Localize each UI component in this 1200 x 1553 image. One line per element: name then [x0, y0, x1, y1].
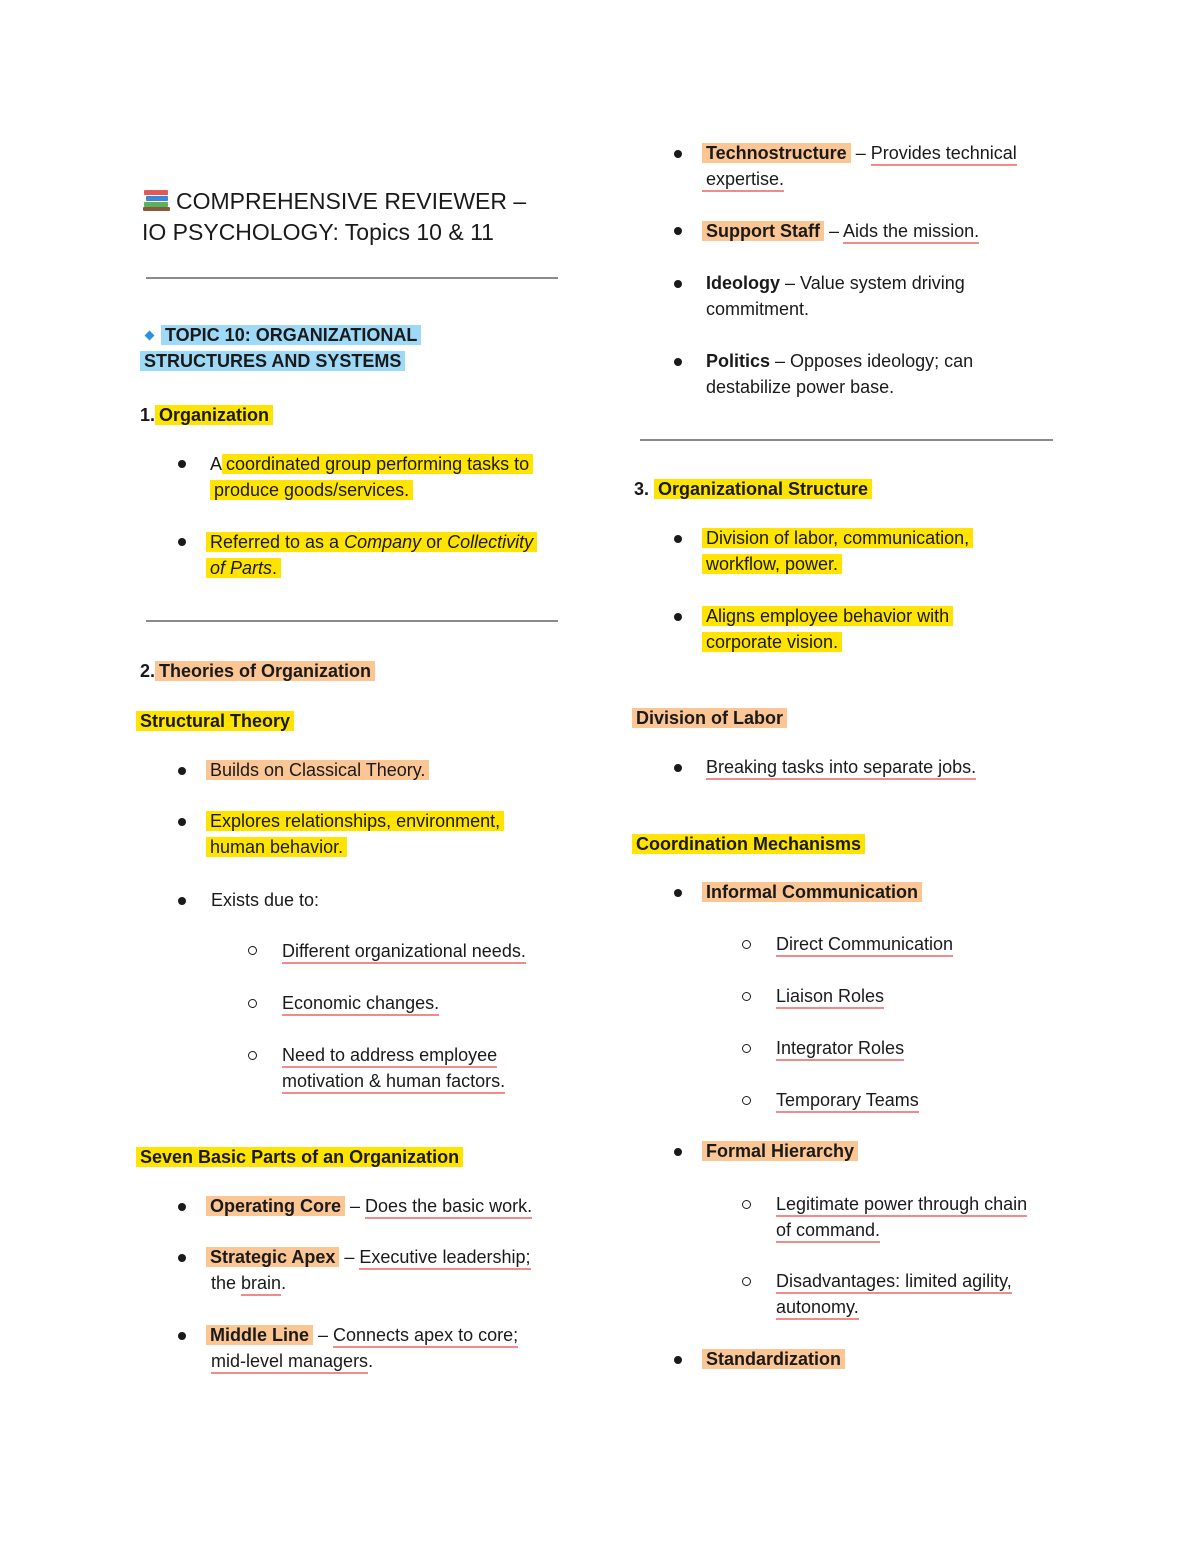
underlined-text: Need to address employee: [282, 1045, 497, 1068]
term: Support Staff: [702, 221, 824, 241]
text: of Parts: [210, 558, 273, 578]
circle-bullet-icon: [742, 940, 751, 949]
list-item: [206, 808, 586, 860]
underlined-text: Legitimate power through chain: [776, 1194, 1027, 1217]
text: commitment.: [706, 299, 810, 319]
diamond-icon: [145, 331, 155, 341]
term: Politics: [706, 351, 771, 371]
bullet-icon: [674, 227, 682, 235]
text: or: [421, 532, 448, 552]
bullet-icon: [178, 1332, 186, 1340]
bullet-icon: [674, 1356, 682, 1364]
list-item: [776, 1035, 904, 1061]
circle-bullet-icon: [248, 999, 257, 1008]
divider: [146, 620, 558, 622]
list-item: [702, 603, 1082, 655]
list-item: [211, 887, 319, 913]
highlight-text: corporate vision.: [702, 632, 842, 652]
list-item: [702, 525, 1082, 577]
bullet-icon: [674, 280, 682, 288]
subheading: [632, 831, 865, 857]
term: Technostructure: [702, 143, 851, 163]
list-item: [206, 1322, 586, 1374]
text: .: [281, 1273, 287, 1293]
list-item: [206, 757, 429, 783]
highlight-text: Division of labor, communication,: [702, 528, 973, 548]
underlined-text: Liaison Roles: [776, 986, 884, 1009]
section-1-heading: [140, 402, 273, 428]
bullet-icon: [674, 358, 682, 366]
list-item: [776, 1087, 919, 1113]
list-item: [206, 529, 586, 581]
subheading: [632, 705, 787, 731]
term: Standardization: [702, 1349, 845, 1369]
text: A: [210, 454, 223, 474]
list-item: [776, 983, 884, 1009]
circle-bullet-icon: [742, 1277, 751, 1286]
list-item: [702, 1346, 845, 1372]
topic-10-line-2: STRUCTURES AND SYSTEMS: [140, 351, 405, 371]
text: Exists due to:: [211, 890, 320, 910]
text: –: [824, 221, 844, 241]
list-item: [776, 1268, 1076, 1320]
text: –: [313, 1325, 334, 1345]
division-of-labor-heading: Division of Labor: [632, 708, 787, 728]
list-item: [282, 1042, 582, 1094]
list-item: [776, 1191, 1076, 1243]
highlight-text: human behavior.: [206, 837, 347, 857]
underlined-text: Direct Communication: [776, 934, 953, 957]
underlined-text: Economic changes.: [282, 993, 439, 1016]
seven-parts-heading: Seven Basic Parts of an Organization: [136, 1147, 463, 1167]
text: .: [368, 1351, 374, 1371]
topic-10-heading: [140, 322, 421, 374]
underlined-text: Executive leadership;: [359, 1247, 530, 1270]
underlined-text: Does the basic work.: [365, 1196, 532, 1219]
list-item: [206, 1244, 586, 1296]
highlight-text: coordinated group performing tasks to: [222, 454, 533, 474]
circle-bullet-icon: [742, 1200, 751, 1209]
list-item: [702, 1138, 858, 1164]
text: .: [272, 558, 278, 578]
bullet-icon: [674, 150, 682, 158]
bullet-icon: [674, 613, 682, 621]
divider: [146, 277, 558, 279]
coordination-heading: Coordination Mechanisms: [632, 834, 865, 854]
highlight-text: Builds on Classical Theory.: [206, 760, 429, 780]
text: –: [345, 1196, 366, 1216]
text: the: [211, 1273, 242, 1293]
structural-theory-heading: Structural Theory: [136, 711, 294, 731]
text: – Value system driving: [780, 273, 965, 293]
section-number: 2.: [140, 661, 156, 681]
title-line-2: IO PSYCHOLOGY: Topics 10 & 11: [142, 219, 494, 245]
underlined-text: Aids the mission.: [843, 221, 979, 244]
circle-bullet-icon: [248, 1051, 257, 1060]
list-item: [776, 931, 953, 957]
text: –: [850, 143, 871, 163]
text: Collectivity: [447, 532, 534, 552]
list-item: [702, 140, 1082, 192]
bullet-icon: [674, 535, 682, 543]
title-line-1: COMPREHENSIVE REVIEWER –: [176, 188, 527, 214]
text: Company: [344, 532, 422, 552]
underlined-text: Temporary Teams: [776, 1090, 919, 1113]
list-item: [282, 938, 526, 964]
list-item: [702, 879, 922, 905]
section-number: 1.: [140, 405, 156, 425]
text: destabilize power base.: [706, 377, 895, 397]
subheading: [136, 708, 294, 734]
list-item: [206, 1193, 532, 1219]
circle-bullet-icon: [742, 992, 751, 1001]
highlight-text: workflow, power.: [702, 554, 842, 574]
bullet-icon: [674, 1148, 682, 1156]
term: Middle Line: [206, 1325, 313, 1345]
bullet-icon: [178, 1254, 186, 1262]
underlined-text: Integrator Roles: [776, 1038, 904, 1061]
underlined-text: Provides technical: [871, 143, 1017, 166]
text: Referred to as a: [210, 532, 345, 552]
list-item: [706, 270, 1066, 322]
section-title: Theories of Organization: [155, 661, 375, 681]
bullet-icon: [178, 1203, 186, 1211]
circle-bullet-icon: [742, 1044, 751, 1053]
list-item: [706, 348, 1066, 400]
section-2-heading: [140, 658, 375, 684]
section-title: Organizational Structure: [654, 479, 872, 499]
bullet-icon: [178, 460, 186, 468]
term: Ideology: [706, 273, 781, 293]
underlined-text: Connects apex to core;: [333, 1325, 518, 1348]
underlined-text: Disadvantages: limited agility,: [776, 1271, 1012, 1294]
divider: [640, 439, 1053, 441]
subheading: [136, 1144, 463, 1170]
term: Operating Core: [206, 1196, 345, 1216]
list-item: [282, 990, 439, 1016]
highlight-text: Aligns employee behavior with: [702, 606, 953, 626]
underlined-text: autonomy.: [776, 1297, 859, 1320]
section-title: Organization: [155, 405, 273, 425]
underlined-text: expertise.: [702, 169, 784, 192]
books-icon: [142, 187, 172, 213]
bullet-icon: [178, 818, 186, 826]
list-item: [210, 451, 580, 503]
underlined-text: Different organizational needs.: [282, 941, 526, 964]
underlined-text: of command.: [776, 1220, 880, 1243]
topic-10-line-1: TOPIC 10: ORGANIZATIONAL: [161, 325, 421, 345]
text: – Opposes ideology; can: [770, 351, 974, 371]
section-number: 3.: [634, 479, 650, 499]
term: Strategic Apex: [206, 1247, 339, 1267]
bullet-icon: [674, 889, 682, 897]
text: –: [339, 1247, 360, 1267]
highlight-text: produce goods/services.: [210, 480, 413, 500]
underlined-text: motivation & human factors.: [282, 1071, 505, 1094]
section-3-heading: [634, 476, 872, 502]
bullet-icon: [674, 764, 682, 772]
circle-bullet-icon: [742, 1096, 751, 1105]
bullet-icon: [178, 538, 186, 546]
bullet-icon: [178, 897, 186, 905]
underlined-text: brain: [241, 1273, 281, 1296]
list-item: [702, 218, 979, 244]
list-item: [706, 754, 976, 780]
underlined-text: Breaking tasks into separate jobs.: [706, 757, 976, 780]
bullet-icon: [178, 767, 186, 775]
term: Informal Communication: [702, 882, 922, 902]
document-title: [142, 186, 582, 248]
term: Formal Hierarchy: [702, 1141, 858, 1161]
underlined-text: mid-level managers: [211, 1351, 368, 1374]
circle-bullet-icon: [248, 946, 257, 955]
highlight-text: Explores relationships, environment,: [206, 811, 504, 831]
